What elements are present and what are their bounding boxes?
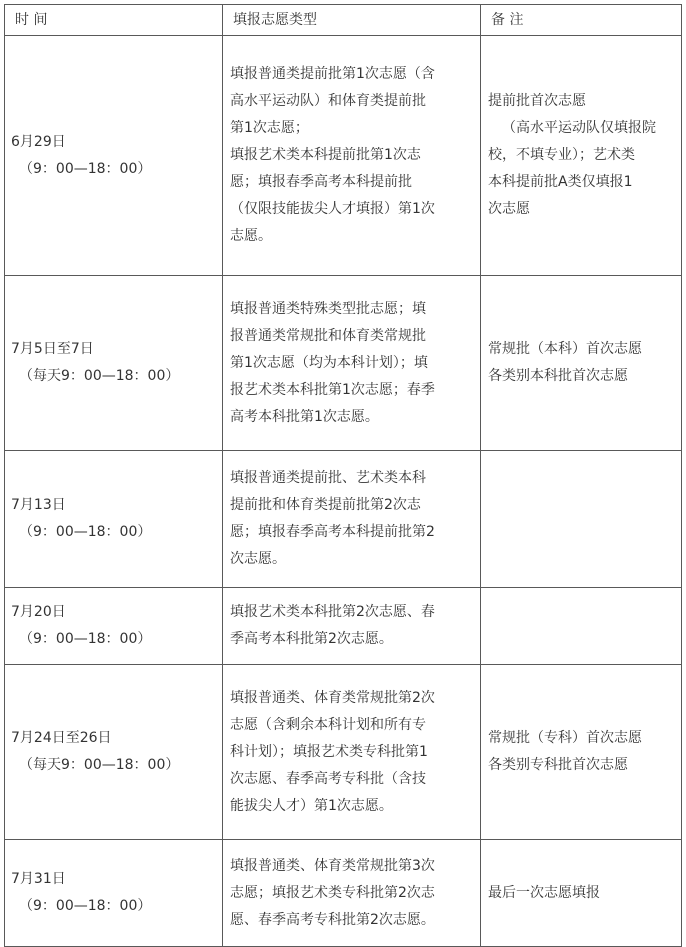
type-line: 高水平运动队）和体育类提前批 <box>230 93 426 109</box>
type-line: 填报普通类特殊类型批志愿；填 <box>230 300 426 317</box>
hours-text: （每天9：00—18：00） <box>19 368 180 384</box>
type-line: 第1次志愿； <box>230 120 309 136</box>
type-line: 第1次志愿（均为本科计划）；填 <box>230 354 428 371</box>
time-cell <box>5 276 223 451</box>
type-line: 填报普通类、体育类常规批第2次 <box>230 689 435 706</box>
date-text: 7月5日至7日 <box>11 341 94 357</box>
type-line: 能拔尖人才）第1次志愿。 <box>230 797 393 814</box>
table-row <box>5 276 682 451</box>
type-line: 填报普通类提前批、艺术类本科 <box>230 470 426 486</box>
type-line: 愿；填报春季高考本科提前批第2 <box>230 524 435 540</box>
time-cell <box>5 665 223 840</box>
header-type: 填报志愿类型 <box>223 5 481 36</box>
type-line: 志愿；填报艺术类专科批第2次志 <box>230 884 435 901</box>
date-text: 7月13日 <box>11 497 66 513</box>
note-line: 各类别专科批首次志愿 <box>488 757 628 773</box>
header-time: 时 间 <box>5 5 223 36</box>
header-note: 备 注 <box>481 5 682 36</box>
note-line: 本科提前批A类仅填报1 <box>488 174 633 190</box>
type-cell <box>223 36 481 276</box>
time-cell <box>5 36 223 276</box>
header-row <box>5 5 682 36</box>
note-cell <box>481 840 682 947</box>
time-cell <box>5 588 223 665</box>
type-line: 志愿（含剩余本科计划和所有专 <box>230 716 426 733</box>
hours-text: （9：00—18：00） <box>19 524 152 540</box>
type-cell <box>223 276 481 451</box>
note-cell <box>481 451 682 588</box>
type-line: 次志愿、春季高考专科批（含技 <box>230 770 426 787</box>
type-line: 填报普通类提前批第1次志愿（含 <box>230 66 435 82</box>
type-line: 科计划）；填报艺术类专科批第1 <box>230 743 428 760</box>
hours-text: （9：00—18：00） <box>19 631 152 647</box>
type-cell <box>223 665 481 840</box>
type-line: （仅限技能拔尖人才填报）第1次 <box>230 201 435 217</box>
note-cell <box>481 665 682 840</box>
table-row <box>5 840 682 947</box>
hours-text: （每天9：00—18：00） <box>19 757 180 773</box>
type-cell <box>223 840 481 947</box>
type-line: 提前批和体育类提前批第2次志 <box>230 497 421 513</box>
note-line: （高水平运动队仅填报院 <box>502 120 656 136</box>
type-line: 高考本科批第1次志愿。 <box>230 408 379 425</box>
type-cell <box>223 588 481 665</box>
note-line: 各类别本科批首次志愿 <box>488 368 628 384</box>
note-line: 提前批首次志愿 <box>488 93 586 109</box>
type-line: 季高考本科批第2次志愿。 <box>230 631 393 647</box>
note-line: 次志愿 <box>488 201 530 217</box>
note-cell <box>481 36 682 276</box>
table-row <box>5 36 682 276</box>
type-line: 愿、春季高考专科批第2次志愿。 <box>230 911 435 928</box>
type-cell <box>223 451 481 588</box>
hours-text: （9：00—18：00） <box>19 898 152 914</box>
date-text: 6月29日 <box>11 133 66 150</box>
note-cell <box>481 588 682 665</box>
note-line: 校，不填专业）；艺术类 <box>488 147 635 163</box>
note-line: 常规批（专科）首次志愿 <box>488 730 642 746</box>
date-text: 7月24日至26日 <box>11 730 112 746</box>
type-line: 志愿。 <box>230 228 272 244</box>
type-line: 报艺术类本科批第1次志愿；春季 <box>230 381 435 398</box>
table-row <box>5 588 682 665</box>
type-line: 填报艺术类本科提前批第1次志 <box>230 147 421 163</box>
date-text: 7月20日 <box>11 604 66 620</box>
schedule-table <box>4 4 682 947</box>
note-cell <box>481 276 682 451</box>
type-line: 填报艺术类本科批第2次志愿、春 <box>230 604 435 620</box>
type-line: 报普通类常规批和体育类常规批 <box>230 327 426 344</box>
table-row <box>5 451 682 588</box>
time-cell <box>5 840 223 947</box>
hours-text: （9：00—18：00） <box>19 160 152 177</box>
table-row <box>5 665 682 840</box>
type-line: 填报普通类、体育类常规批第3次 <box>230 857 435 874</box>
note-line: 最后一次志愿填报 <box>488 884 600 901</box>
note-line: 常规批（本科）首次志愿 <box>488 341 642 357</box>
time-cell <box>5 451 223 588</box>
date-text: 7月31日 <box>11 871 66 887</box>
type-line: 次志愿。 <box>230 551 286 567</box>
type-line: 愿；填报春季高考本科提前批 <box>230 174 412 190</box>
